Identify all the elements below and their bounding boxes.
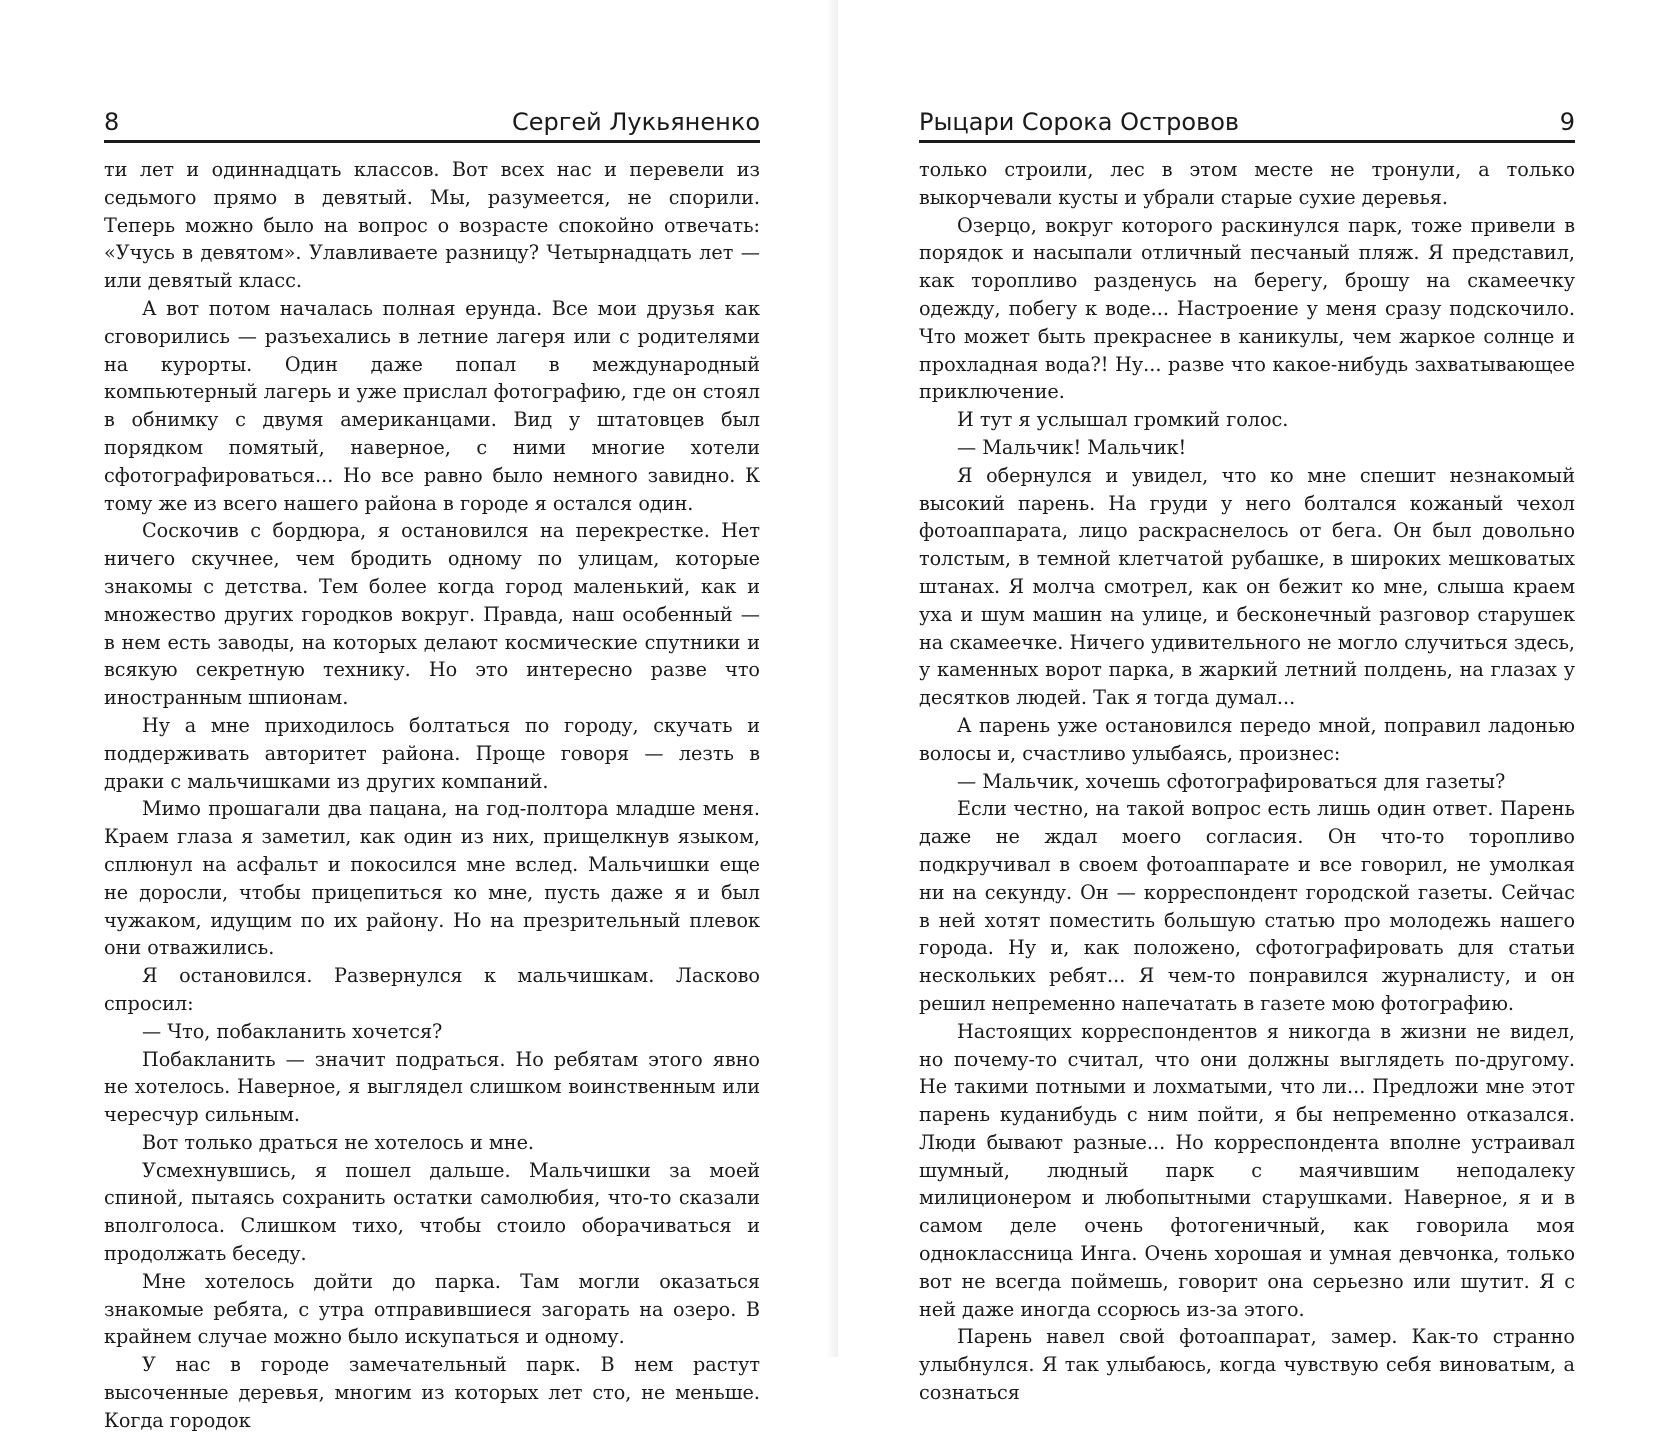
paragraph: Побакланить — значит подраться. Но ребятам этого явно не хотелось. Наверное, я выглядел слишком воинственным или чересчур сильным.	[104, 1047, 760, 1127]
page-number: 9	[1559, 108, 1575, 136]
paragraph: Если честно, на такой вопрос есть лишь один ответ. Парень даже не ждал моего согласия. Он что-то торопливо подкручивал в своем фотоаппарате и все говорил, не умолкая ни на секунду. Он — корреспондент городской газеты. Сейчас в ней хотят поместить большую статью про молодежь нашего города. Ну и, как положено, сфотографировать для статьи нескольких ребят... Я чем-то понравился журналисту, и он решил непременно напечатать в газете мою фотографию.	[919, 797, 1575, 1015]
paragraph: И тут я услышал громкий голос.	[957, 408, 1289, 432]
running-head-author: Сергей Лукьяненко	[511, 108, 760, 136]
paragraph: Парень навел свой фотоаппарат, замер. Как-то странно улыбнулся. Я так улыбаюсь, когда чувствую себя виноватым, а сознаться	[919, 1325, 1575, 1405]
paragraph: А парень уже остановился передо мной, поправил ладонью волосы и, счастливо улыбаясь, произнес:	[919, 713, 1575, 765]
left-page-text	[104, 156, 760, 1435]
paragraph: — Мальчик, хочешь сфотографироваться для газеты?	[957, 769, 1506, 793]
left-page-header	[104, 106, 760, 143]
paragraph: Соскочив с бордюра, я остановился на перекрестке. Нет ничего скучнее, чем бродить одному по улицам, которые знакомы с детства. Тем более когда город маленький, как и множество других городков вокруг. Правда, наш особенный — в нем есть заводы, на которых делают космические спутники и всякую секретную технику. Но это интересно разве что иностранным шпионам.	[104, 519, 760, 710]
page-number: 8	[104, 108, 120, 136]
paragraph: Я остановился. Развернулся к мальчишкам. Ласково спросил:	[104, 964, 760, 1015]
right-page	[838, 0, 1679, 1405]
paragraph: А вот потом началась полная ерунда. Все мои друзья как сговорились — разъехались в летние лагеря или с родителями на курорты. Один даже попал в международный компьютерный лагерь и уже прислал фотографию, где он стоял в обнимку с двумя американцами. Вид у штатовцев был порядком помятый, наверное, с ними многие хотели сфотографироваться... Но все равно было немного завидно. К тому же из всего нашего района в городе я остался один.	[104, 296, 760, 515]
paragraph: ти лет и одиннадцать классов. Вот всех нас и перевели из седьмого прямо в девятый. Мы, разумеется, не спорили. Теперь можно было на вопрос о возрасте спокойно отвечать: «Учусь в девятом». Улавливаете разницу? Четырнадцать лет — или девятый класс.	[104, 158, 760, 293]
paragraph: Я обернулся и увидел, что ко мне спешит незнакомый высокий парень. На груди у него болтался кожаный чехол фотоаппарата, лицо раскраснелось от бега. Он был довольно толстым, в темной клетчатой рубашке, в широких мешковатых штанах. Я молча смотрел, как он бежит ко мне, слыша краем уха и шум машин на улице, и бесконечный разговор старушек на скамеечке. Ничего удивительного не могло случиться здесь, у каменных ворот парка, в жаркий летний полдень, на глазах у десятков людей. Так я тогда думал...	[919, 463, 1575, 710]
paragraph: У нас в городе замечательный парк. В нем растут высоченные деревья, многим из которых лет сто, не меньше. Когда городок	[104, 1353, 760, 1432]
paragraph: Усмехнувшись, я пошел дальше. Мальчишки за моей спиной, пытаясь сохранить остатки самолюбия, что-то сказали вполголоса. Слишком тихо, чтобы стоило оборачиваться и продолжать беседу.	[104, 1158, 760, 1266]
paragraph: — Мальчик! Мальчик!	[957, 435, 1187, 459]
running-head-title: Рыцари Сорока Островов	[919, 108, 1240, 136]
right-page-text	[919, 156, 1575, 1407]
paragraph: Мимо прошагали два пацана, на год-полтора младше меня. Краем глаза я заметил, как один из них, прищелкнув языком, сплюнул на асфальт и покосился мне вслед. Мальчишки еще не доросли, чтобы прицепиться ко мне, пусть даже я и был чужаком, идущим по их району. Но на презрительный плевок они отважились.	[104, 797, 760, 960]
paragraph: Озерцо, вокруг которого раскинулся парк, тоже привели в порядок и насыпали отличный песчаный пляж. Я представил, как торопливо разденусь на берегу, брошу на скамеечку одежду, побегу к воде... Настроение у меня сразу подскочило. Что может быть прекраснее в каникулы, чем жаркое солнце и прохладная вода?! Ну... разве что какое-нибудь захватывающее приключение.	[919, 213, 1575, 404]
right-page-header	[919, 106, 1575, 143]
left-page	[0, 0, 838, 1432]
paragraph: Настоящих корреспондентов я никогда в жизни не видел, но почему-то считал, что они должны выглядеть по-другому. Не такими потными и лохматыми, что ли... Предложи мне этот парень куданибудь с ним пойти, я бы непременно отказался. Люди бывают разные... Но корреспондента вполне устраивал шумный, людный парк с маячившим неподалеку милиционером и любопытными старушками. Наверное, я и в самом деле очень фотогеничный, как говорила моя одноклассница Инга. Очень хорошая и умная девчонка, только вот не всегда поймешь, говорит она серьезно или шутит. Я с ней даже иногда ссорюсь из-за этого.	[919, 1019, 1575, 1321]
paragraph: Мне хотелось дойти до парка. Там могли оказаться знакомые ребята, с утра отправившиеся загорать на озеро. В крайнем случае можно было искупаться и одному.	[104, 1269, 760, 1349]
paragraph: Вот только драться не хотелось и мне.	[142, 1130, 535, 1154]
paragraph: только строили, лес в этом месте не тронули, а только выкорчевали кусты и убрали старые сухие деревья.	[919, 158, 1575, 209]
paragraph: Ну а мне приходилось болтаться по городу, скучать и поддерживать авторитет района. Проще говоря — лезть в драки с мальчишками из других компаний.	[104, 713, 760, 793]
paragraph: — Что, побакланить хочется?	[142, 1019, 443, 1043]
